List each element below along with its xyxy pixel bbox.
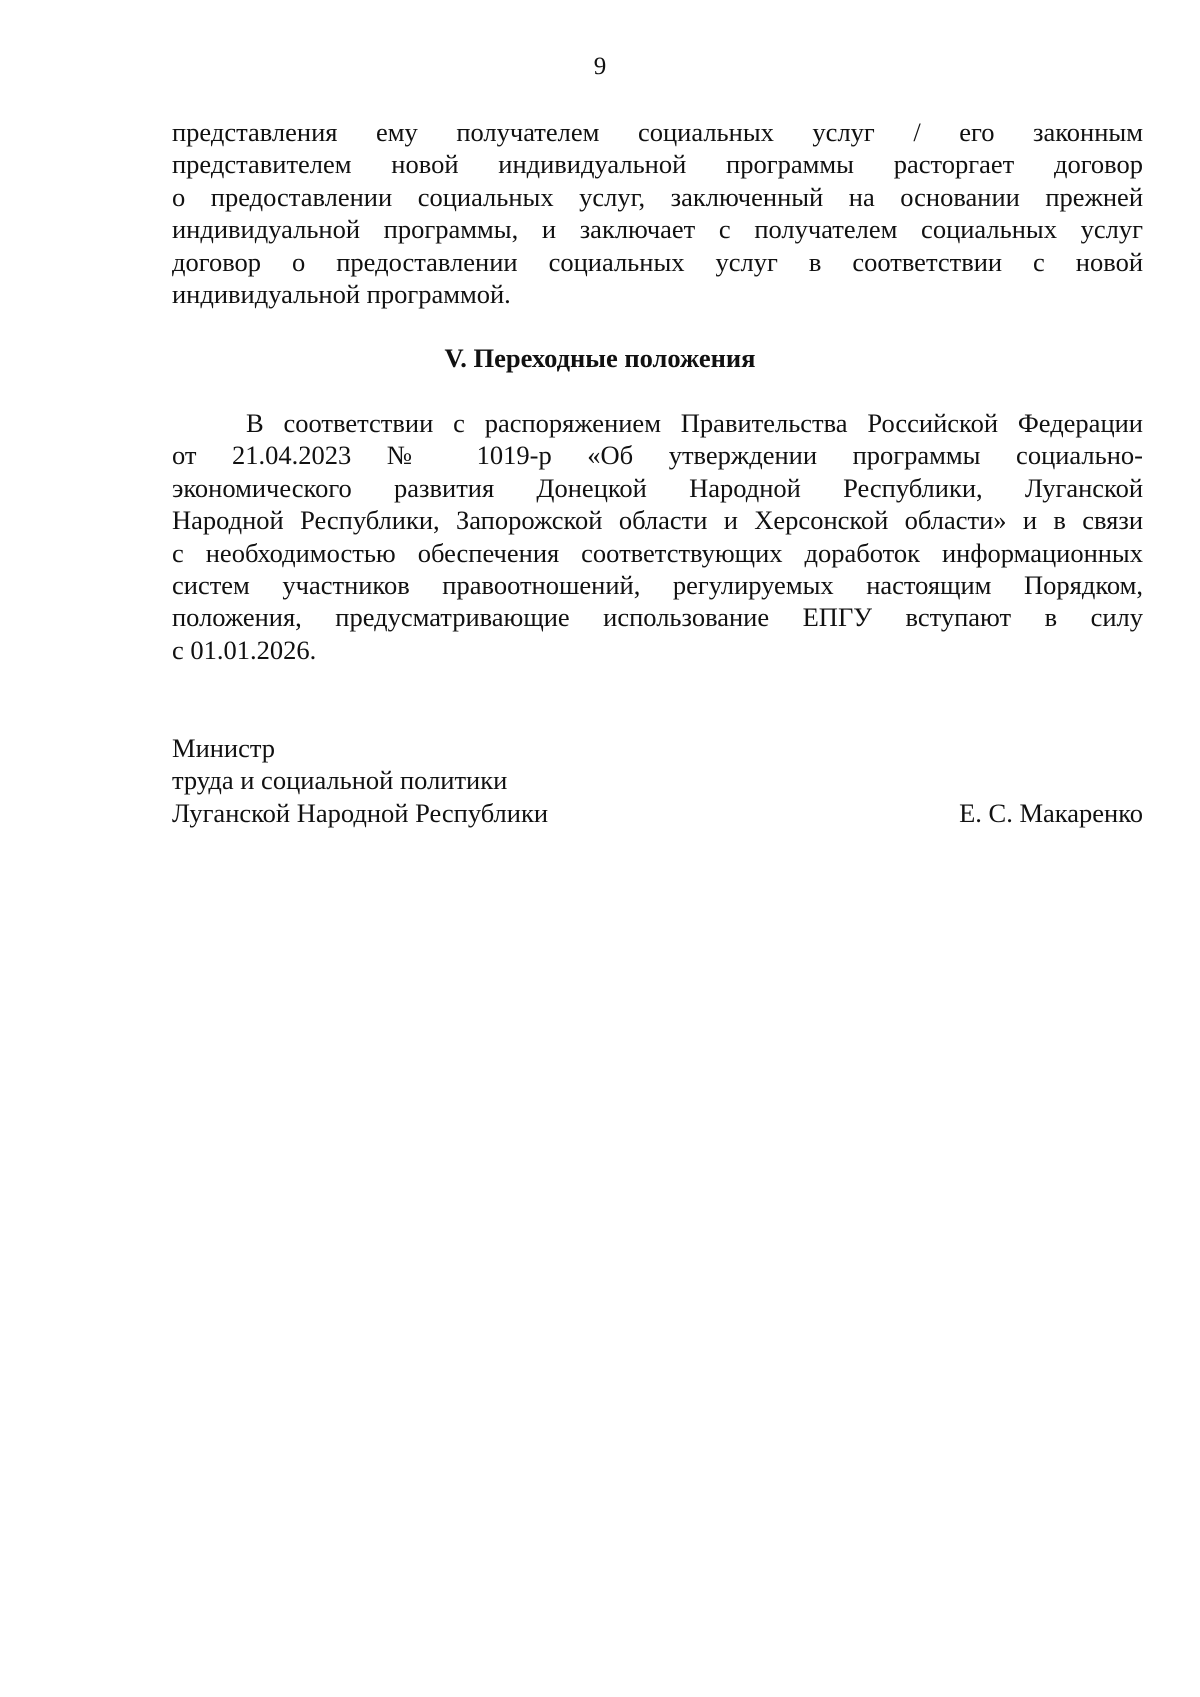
paragraph-line: Народной Республики, Запорожской области и Херсонской области» и в связи <box>172 505 1143 536</box>
paragraph-line: систем участников правоотношений, регулируемых настоящим Порядком, <box>172 569 1143 600</box>
paragraph-line: с необходимостью обеспечения соответствующих доработок информационных <box>172 537 1143 568</box>
paragraph-line: положения, предусматривающие использование ЕПГУ вступают в силу <box>172 602 1143 633</box>
signatory-position-line: Министр <box>172 733 276 763</box>
paragraph-line: В соответствии с распоряжением Правительства Российской Федерации <box>246 408 1143 438</box>
signature-block <box>172 732 1143 829</box>
signatory-name: Е. С. Макаренко <box>959 797 1143 828</box>
paragraph-line: представления ему получателем социальных услуг / его законным <box>172 117 1143 147</box>
paragraph-line: представителем новой индивидуальной программы расторгает договор <box>172 149 1143 180</box>
paragraph-continued <box>172 116 1143 310</box>
signatory-position-line: Луганской Народной Республики <box>172 797 549 828</box>
paragraph-line: договор о предоставлении социальных услуг в соответствии с новой <box>172 246 1143 277</box>
paragraph-line: от 21.04.2023 № 1019-р «Об утверждении программы социально- <box>172 440 1143 471</box>
paragraph-line: индивидуальной программы, и заключает с получателем социальных услуг <box>172 214 1143 245</box>
paragraph-line: с 01.01.2026. <box>172 634 317 665</box>
section-heading: V. Переходные положения <box>444 343 756 373</box>
page-number: 9 <box>593 53 607 80</box>
paragraph-line: экономического развития Донецкой Народной Республики, Луганской <box>172 472 1143 503</box>
signatory-position-line: труда и социальной политики <box>172 765 508 796</box>
paragraph-line: о предоставлении социальных услуг, заключенный на основании прежней <box>172 181 1143 212</box>
paragraph-line: индивидуальной программой. <box>172 278 511 309</box>
paragraph-transitional <box>172 407 1143 666</box>
